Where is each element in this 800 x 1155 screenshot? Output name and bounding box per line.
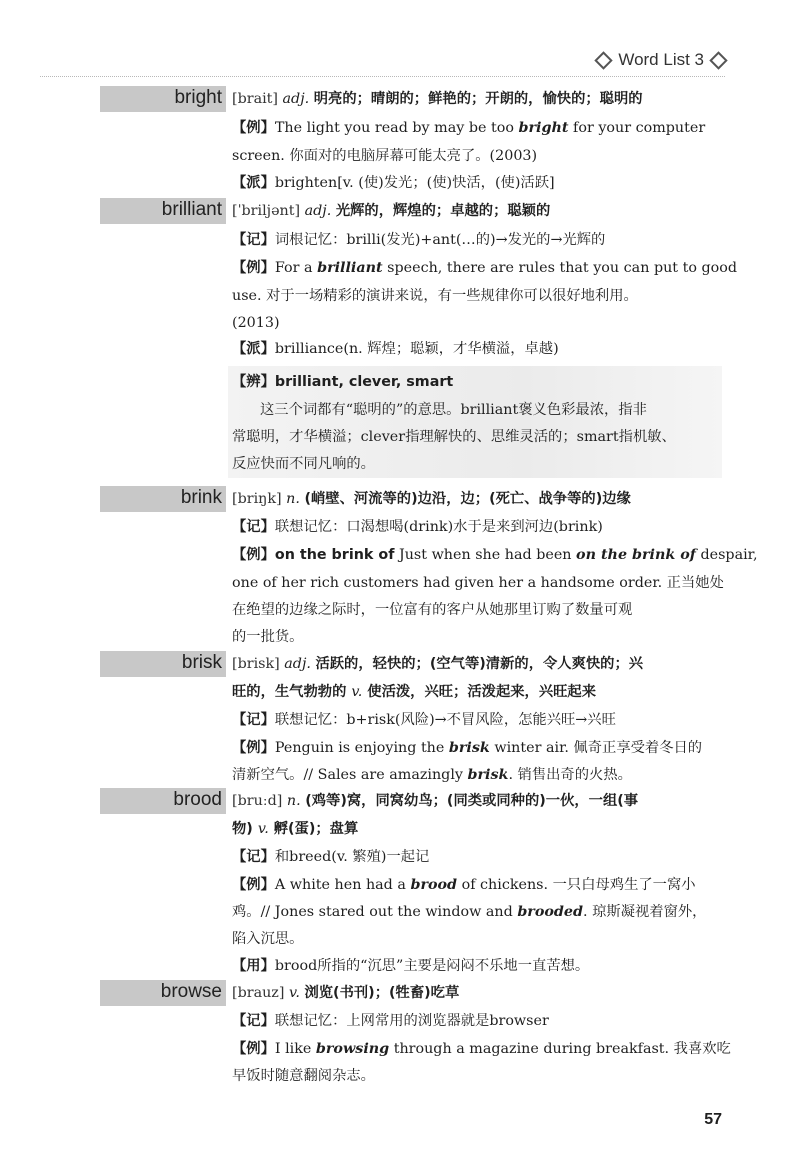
definition-line: 物) v. 孵(蛋)；盘算 xyxy=(232,821,359,837)
definition-line: [briŋk] n. (峭壁、河流等的)边沿，边；(死亡、战争等的)边缘 xyxy=(232,491,631,507)
example-line: 清新空气。// Sales are amazingly brisk. 销售出奇的火热。 xyxy=(232,767,632,783)
running-header xyxy=(597,50,725,70)
definition-line: [brait] adj. 明亮的；晴朗的；鲜艳的；开朗的，愉快的；聪明的 xyxy=(232,91,643,107)
example-line: 陷入沉思。 xyxy=(232,931,304,947)
headword-bar xyxy=(100,198,226,224)
distinction-line: 这三个词都有“聪明的”的意思。brilliant褒义色彩最浓，指非 xyxy=(260,402,647,418)
memory-line: 【记】词根记忆：brilli(发光)+ant(…的)→发光的→光辉的 xyxy=(232,232,606,248)
example-line: 【例】on the brink of Just when she had been on the brink of despair, xyxy=(232,547,758,563)
example-line: screen. 你面对的电脑屏幕可能太亮了。(2003) xyxy=(232,148,538,164)
headword-browse: browse xyxy=(160,981,222,1002)
example-line: 【例】Penguin is enjoying the brisk winter air. 佩奇正享受着冬日的 xyxy=(232,740,703,756)
memory-line: 【记】联想记忆：b+risk(风险)→不冒风险，怎能兴旺→兴旺 xyxy=(232,712,616,728)
headword-brink: brink xyxy=(180,487,222,508)
derivative-line: 【派】brilliance(n. 辉煌；聪颖，才华横溢，卓越) xyxy=(232,341,559,357)
distinction-line: 反应快而不同凡响的。 xyxy=(232,456,375,472)
memory-line: 【记】联想记忆：口渴想喝(drink)水于是来到河边(brink) xyxy=(232,519,603,535)
example-line: (2013) xyxy=(232,315,280,331)
headword-brood: brood xyxy=(173,789,222,810)
headword-bar xyxy=(100,980,226,1006)
example-line: use. 对于一场精彩的演讲来说，有一些规律你可以很好地利用。 xyxy=(232,288,638,304)
example-line: 早饭时随意翻阅杂志。 xyxy=(232,1068,375,1084)
example-line: 鸡。// Jones stared out the window and brooded. 琼斯凝视着窗外， xyxy=(232,904,707,920)
example-line: 【例】For a brilliant speech, there are rules that you can put to good xyxy=(232,260,738,276)
definition-line: [brisk] adj. 活跃的，轻快的；(空气等)清新的，令人爽快的；兴 xyxy=(232,656,644,672)
definition-line: [brauz] v. 浏览(书刊)；(牲畜)吃草 xyxy=(232,985,460,1001)
usage-line: 【用】brood所指的“沉思”主要是闷闷不乐地一直苦想。 xyxy=(232,958,590,974)
diamond-icon xyxy=(595,51,613,69)
example-line: 的一批货。 xyxy=(232,629,304,645)
headword-bar xyxy=(100,86,226,112)
example-line: one of her rich customers had given her a handsome order. 正当她处 xyxy=(232,575,724,591)
headword-bar xyxy=(100,651,226,677)
header-title: Word List 3 xyxy=(618,50,704,69)
example-line: 【例】I like browsing through a magazine during breakfast. 我喜欢吃 xyxy=(232,1041,731,1057)
headword-brilliant: brilliant xyxy=(161,199,222,220)
definition-line: [ˈbriljənt] adj. 光辉的，辉煌的；卓越的；聪颖的 xyxy=(232,203,551,219)
definition-line: 旺的，生气勃勃的 v. 使活泼，兴旺；活泼起来，兴旺起来 xyxy=(232,684,597,700)
diamond-icon xyxy=(709,51,727,69)
definition-line: [bruːd] n. (鸡等)窝，同窝幼鸟；(同类或同种的)一伙，一组(事 xyxy=(232,793,639,809)
headword-bar xyxy=(100,788,226,814)
distinction-line: 常聪明，才华横溢；clever指理解快的、思维灵活的；smart指机敏、 xyxy=(232,429,676,445)
headword-bright: bright xyxy=(174,87,222,108)
headword-bar xyxy=(100,486,226,512)
example-line: 【例】The light you read by may be too bright for your computer xyxy=(232,120,706,136)
headword-brisk: brisk xyxy=(181,652,222,673)
example-line: 在绝望的边缘之际时，一位富有的客户从她那里订购了数量可观 xyxy=(232,602,633,618)
memory-line: 【记】和breed(v. 繁殖)一起记 xyxy=(232,849,430,865)
distinction-heading: 【辨】brilliant, clever, smart xyxy=(232,374,454,390)
example-line: 【例】A white hen had a brood of chickens. 一只白母鸡生了一窝小 xyxy=(232,877,696,893)
header-rule xyxy=(40,76,725,77)
page-number: 57 xyxy=(704,1111,722,1128)
memory-line: 【记】联想记忆：上网常用的浏览器就是browser xyxy=(232,1013,549,1029)
derivative-line: 【派】brighten[v. (使)发光；(使)快活，(使)活跃] xyxy=(232,175,555,191)
